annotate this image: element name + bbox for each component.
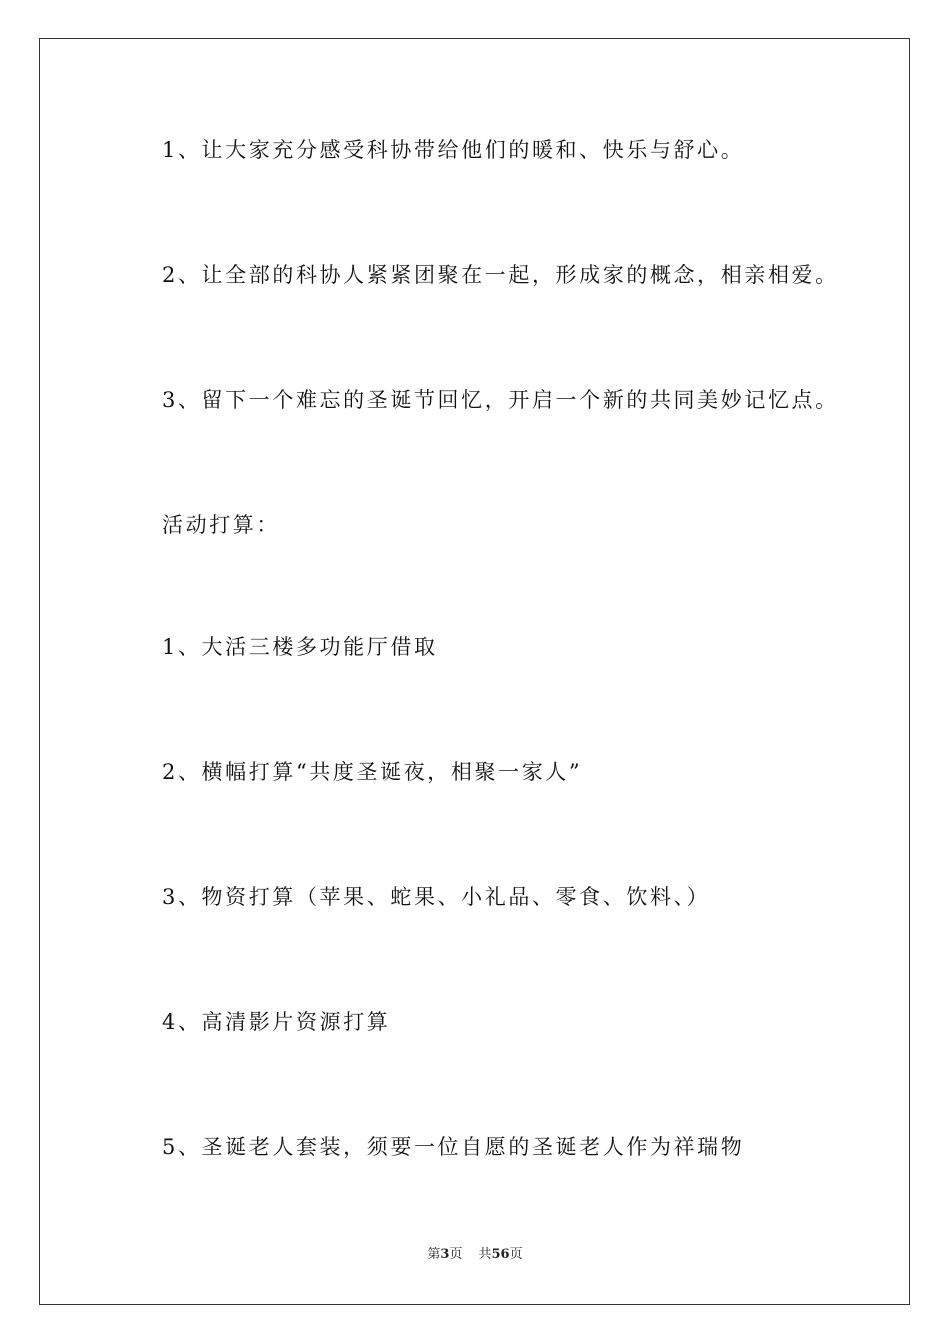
total-label-suffix: 页 (509, 1247, 523, 1262)
total-label-prefix: 共 (478, 1247, 492, 1262)
section-heading-activity-prep: 活动打算： (162, 513, 280, 537)
paragraph-prep-1: 1、大活三楼多功能厅借取 (162, 635, 438, 659)
paragraph-prep-4: 4、高清影片资源打算 (162, 1010, 391, 1034)
paragraph-prep-3: 3、物资打算（苹果、蛇果、小礼品、零食、饮料、） (162, 885, 711, 909)
page-label-suffix: 页 (449, 1247, 463, 1262)
current-page-number: 3 (440, 1247, 450, 1262)
paragraph-goal-1: 1、让大家充分感受科协带给他们的暖和、快乐与舒心。 (162, 138, 745, 162)
total-page-count: 56 (491, 1247, 510, 1262)
page-label-prefix: 第 (427, 1247, 441, 1262)
paragraph-prep-2: 2、横幅打算“共度圣诞夜，相聚一家人” (162, 760, 583, 784)
page-footer (0, 1247, 950, 1263)
paragraph-goal-3: 3、留下一个难忘的圣诞节回忆，开启一个新的共同美妙记忆点。 (162, 388, 839, 412)
paragraph-goal-2: 2、让全部的科协人紧紧团聚在一起，形成家的概念，相亲相爱。 (162, 263, 839, 287)
page-frame (39, 38, 910, 1305)
paragraph-prep-5: 5、圣诞老人套装，须要一位自愿的圣诞老人作为祥瑞物 (162, 1135, 745, 1159)
